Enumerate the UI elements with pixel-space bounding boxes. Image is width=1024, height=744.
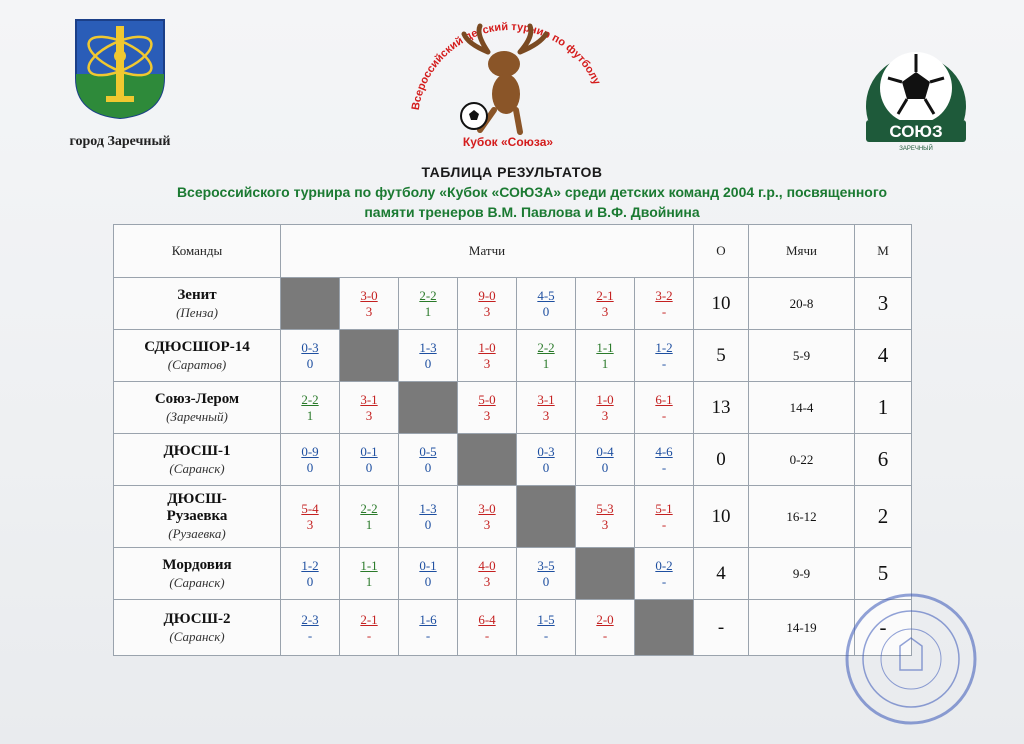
header-goals: Мячи <box>749 225 855 278</box>
match-cell <box>340 486 399 548</box>
team-cell <box>114 600 281 656</box>
match-score: 0-1 <box>419 558 437 573</box>
match-cell <box>340 548 399 600</box>
match-score: 6-4 <box>478 612 496 627</box>
match-points: - <box>661 517 667 532</box>
match-points: 3 <box>365 408 373 423</box>
match-cell <box>517 382 576 434</box>
match-cell <box>399 330 458 382</box>
goals-cell: 0-22 <box>749 434 855 486</box>
table-row <box>114 548 912 600</box>
table-header-row <box>114 225 912 278</box>
points-cell: 13 <box>694 382 749 434</box>
match-score: 1-6 <box>419 612 437 627</box>
match-points: 1 <box>365 574 373 589</box>
table-row <box>114 382 912 434</box>
match-points: 3 <box>483 304 491 319</box>
match-score: 2-2 <box>419 288 437 303</box>
goals-cell: 20-8 <box>749 278 855 330</box>
team-name: СДЮСШОР-14 <box>144 338 250 355</box>
match-cell <box>576 382 635 434</box>
match-score: 1-1 <box>596 340 614 355</box>
round-stamp <box>842 590 980 728</box>
team-name: Зенит <box>177 286 217 303</box>
match-cell <box>517 548 576 600</box>
match-cell <box>635 434 694 486</box>
results-table <box>113 224 912 656</box>
goals-cell: 14-4 <box>749 382 855 434</box>
match-points: 1 <box>542 356 550 371</box>
match-points: 1 <box>601 356 609 371</box>
match-cell <box>517 434 576 486</box>
diagonal-cell <box>635 600 694 656</box>
goals-cell: 16-12 <box>749 486 855 548</box>
match-points: 0 <box>306 574 314 589</box>
points-cell: 0 <box>694 434 749 486</box>
match-points: 3 <box>483 517 491 532</box>
match-cell <box>281 434 340 486</box>
match-score: 1-3 <box>419 340 437 355</box>
match-score: 1-0 <box>478 340 496 355</box>
match-score: 3-0 <box>478 501 496 516</box>
match-cell <box>517 330 576 382</box>
match-score: 1-0 <box>596 392 614 407</box>
match-score: 3-0 <box>360 288 378 303</box>
place-cell: 6 <box>855 434 912 486</box>
match-score: 1-1 <box>360 558 378 573</box>
match-points: - <box>543 628 549 643</box>
points-cell: 10 <box>694 278 749 330</box>
match-points: 0 <box>542 574 550 589</box>
team-cell <box>114 382 281 434</box>
match-score: 0-9 <box>301 444 319 459</box>
diagonal-cell <box>517 486 576 548</box>
match-cell <box>399 548 458 600</box>
match-score: 4-0 <box>478 558 496 573</box>
match-points: - <box>366 628 372 643</box>
union-logo-text: СОЮЗ <box>889 122 943 141</box>
moose-arc-text: Всероссийский детский турнир по футболу <box>409 20 603 111</box>
diagonal-cell <box>458 434 517 486</box>
match-score: 5-0 <box>478 392 496 407</box>
match-score: 6-1 <box>655 392 673 407</box>
team-name: Союз-Лером <box>154 390 240 407</box>
match-score: 2-2 <box>301 392 319 407</box>
team-cell <box>114 548 281 600</box>
place-cell: 5 <box>855 548 912 600</box>
match-cell <box>281 382 340 434</box>
city-crest-logo <box>72 16 168 120</box>
match-points: - <box>661 574 667 589</box>
header-matches: Матчи <box>281 225 694 278</box>
team-city: (Саранск) <box>169 460 225 476</box>
match-points: - <box>602 628 608 643</box>
match-cell <box>399 486 458 548</box>
team-cell <box>114 330 281 382</box>
match-score: 3-5 <box>537 558 555 573</box>
match-points: 0 <box>601 460 609 475</box>
team-cell <box>114 486 281 548</box>
match-points: 3 <box>601 304 609 319</box>
diagonal-cell <box>281 278 340 330</box>
match-points: - <box>661 356 667 371</box>
match-cell <box>576 600 635 656</box>
match-points: 0 <box>306 460 314 475</box>
match-score: 0-3 <box>537 444 555 459</box>
team-city: (Рузаевка) <box>168 526 226 541</box>
team-city: (Заречный) <box>166 408 228 424</box>
match-points: 3 <box>601 517 609 532</box>
match-points: 0 <box>424 517 432 532</box>
match-cell <box>576 486 635 548</box>
match-points: 3 <box>306 517 314 532</box>
match-cell <box>281 330 340 382</box>
match-points: 0 <box>542 460 550 475</box>
union-logo-subtext: ЗАРЕЧНЫЙ <box>899 146 933 152</box>
match-points: 3 <box>483 408 491 423</box>
place-cell: 4 <box>855 330 912 382</box>
match-score: 1-3 <box>419 501 437 516</box>
header-place: М <box>855 225 912 278</box>
team-name: ДЮСШ-2 <box>163 610 231 627</box>
team-name: Мордовия <box>162 556 232 573</box>
match-score: 0-3 <box>301 340 319 355</box>
match-points: 3 <box>601 408 609 423</box>
match-score: 1-2 <box>655 340 673 355</box>
match-cell <box>340 600 399 656</box>
match-cell <box>635 278 694 330</box>
match-points: 3 <box>365 304 373 319</box>
match-cell <box>635 382 694 434</box>
match-score: 2-2 <box>360 501 378 516</box>
match-cell <box>576 434 635 486</box>
table-row <box>114 600 912 656</box>
match-score: 2-2 <box>537 340 555 355</box>
moose-cup-logo <box>388 12 628 152</box>
match-cell <box>340 434 399 486</box>
points-cell: 5 <box>694 330 749 382</box>
match-score: 0-1 <box>360 444 378 459</box>
match-points: 3 <box>483 356 491 371</box>
goals-cell: 14-19 <box>749 600 855 656</box>
match-cell <box>458 278 517 330</box>
match-cell <box>281 548 340 600</box>
match-points: 1 <box>424 304 432 319</box>
place-cell: 3 <box>855 278 912 330</box>
points-cell: 10 <box>694 486 749 548</box>
team-city: (Саранск) <box>169 574 225 590</box>
team-cell <box>114 278 281 330</box>
match-cell <box>517 278 576 330</box>
goals-cell: 9-9 <box>749 548 855 600</box>
match-points: 0 <box>424 356 432 371</box>
match-cell <box>635 548 694 600</box>
diagonal-cell <box>576 548 635 600</box>
match-cell <box>635 486 694 548</box>
match-score: 9-0 <box>478 288 496 303</box>
match-score: 2-1 <box>596 288 614 303</box>
header-teams: Команды <box>114 225 281 278</box>
document-subtitle-line2: памяти тренеров В.М. Павлова и В.Ф. Двойнина <box>364 204 700 220</box>
match-score: 0-2 <box>655 558 673 573</box>
diagonal-cell <box>399 382 458 434</box>
match-score: 3-2 <box>655 288 673 303</box>
match-score: 1-2 <box>301 558 319 573</box>
points-cell: 4 <box>694 548 749 600</box>
match-cell <box>340 382 399 434</box>
table-row <box>114 434 912 486</box>
match-cell <box>458 330 517 382</box>
goals-cell: 5-9 <box>749 330 855 382</box>
match-points: 0 <box>365 460 373 475</box>
match-points: - <box>484 628 490 643</box>
match-score: 3-1 <box>360 392 378 407</box>
match-cell <box>458 548 517 600</box>
match-score: 2-1 <box>360 612 378 627</box>
place-cell: 1 <box>855 382 912 434</box>
match-points: 3 <box>483 574 491 589</box>
table-row <box>114 486 912 548</box>
match-cell <box>340 278 399 330</box>
team-city: (Саранск) <box>169 628 225 644</box>
match-points: 1 <box>365 517 373 532</box>
match-points: 0 <box>542 304 550 319</box>
match-cell <box>399 434 458 486</box>
match-points: 0 <box>424 460 432 475</box>
match-points: 3 <box>542 408 550 423</box>
match-score: 1-5 <box>537 612 555 627</box>
team-name: ДЮСШ- Рузаевка <box>166 491 228 524</box>
team-cell <box>114 434 281 486</box>
match-cell <box>635 330 694 382</box>
match-cell <box>458 382 517 434</box>
match-score: 3-1 <box>537 392 555 407</box>
match-points: - <box>425 628 431 643</box>
match-score: 2-0 <box>596 612 614 627</box>
match-cell <box>399 600 458 656</box>
document-title: ТАБЛИЦА РЕЗУЛЬТАТОВ <box>421 164 603 180</box>
team-city: (Пенза) <box>176 304 218 320</box>
match-cell <box>576 330 635 382</box>
points-cell: - <box>694 600 749 656</box>
team-name: ДЮСШ-1 <box>163 442 231 459</box>
match-cell <box>576 278 635 330</box>
match-cell <box>281 486 340 548</box>
match-score: 2-3 <box>301 612 319 627</box>
match-points: 0 <box>306 356 314 371</box>
match-cell <box>517 600 576 656</box>
diagonal-cell <box>340 330 399 382</box>
match-score: 5-4 <box>301 501 319 516</box>
match-points: - <box>307 628 313 643</box>
match-points: - <box>661 408 667 423</box>
match-points: 0 <box>424 574 432 589</box>
city-name: город Заречный <box>69 134 171 149</box>
table-row <box>114 330 912 382</box>
match-points: - <box>661 304 667 319</box>
match-score: 5-3 <box>596 501 614 516</box>
match-score: 0-4 <box>596 444 614 459</box>
match-score: 4-5 <box>537 288 555 303</box>
match-cell <box>399 278 458 330</box>
place-cell: - <box>855 600 912 656</box>
match-cell <box>281 600 340 656</box>
match-points: 1 <box>306 408 314 423</box>
match-points: - <box>661 460 667 475</box>
match-score: 5-1 <box>655 501 673 516</box>
match-cell <box>458 486 517 548</box>
team-city: (Саратов) <box>167 356 227 372</box>
match-score: 4-6 <box>655 444 673 459</box>
moose-cup-text: Кубок «Союза» <box>462 135 554 149</box>
match-cell <box>458 600 517 656</box>
match-score: 0-5 <box>419 444 437 459</box>
place-cell: 2 <box>855 486 912 548</box>
table-row <box>114 278 912 330</box>
document-subtitle-line1: Всероссийского турнира по футболу «Кубок «СОЮЗА» среди детских команд 2004 г.р., посвященного <box>176 184 888 200</box>
union-club-logo <box>858 42 974 154</box>
header-points: О <box>694 225 749 278</box>
